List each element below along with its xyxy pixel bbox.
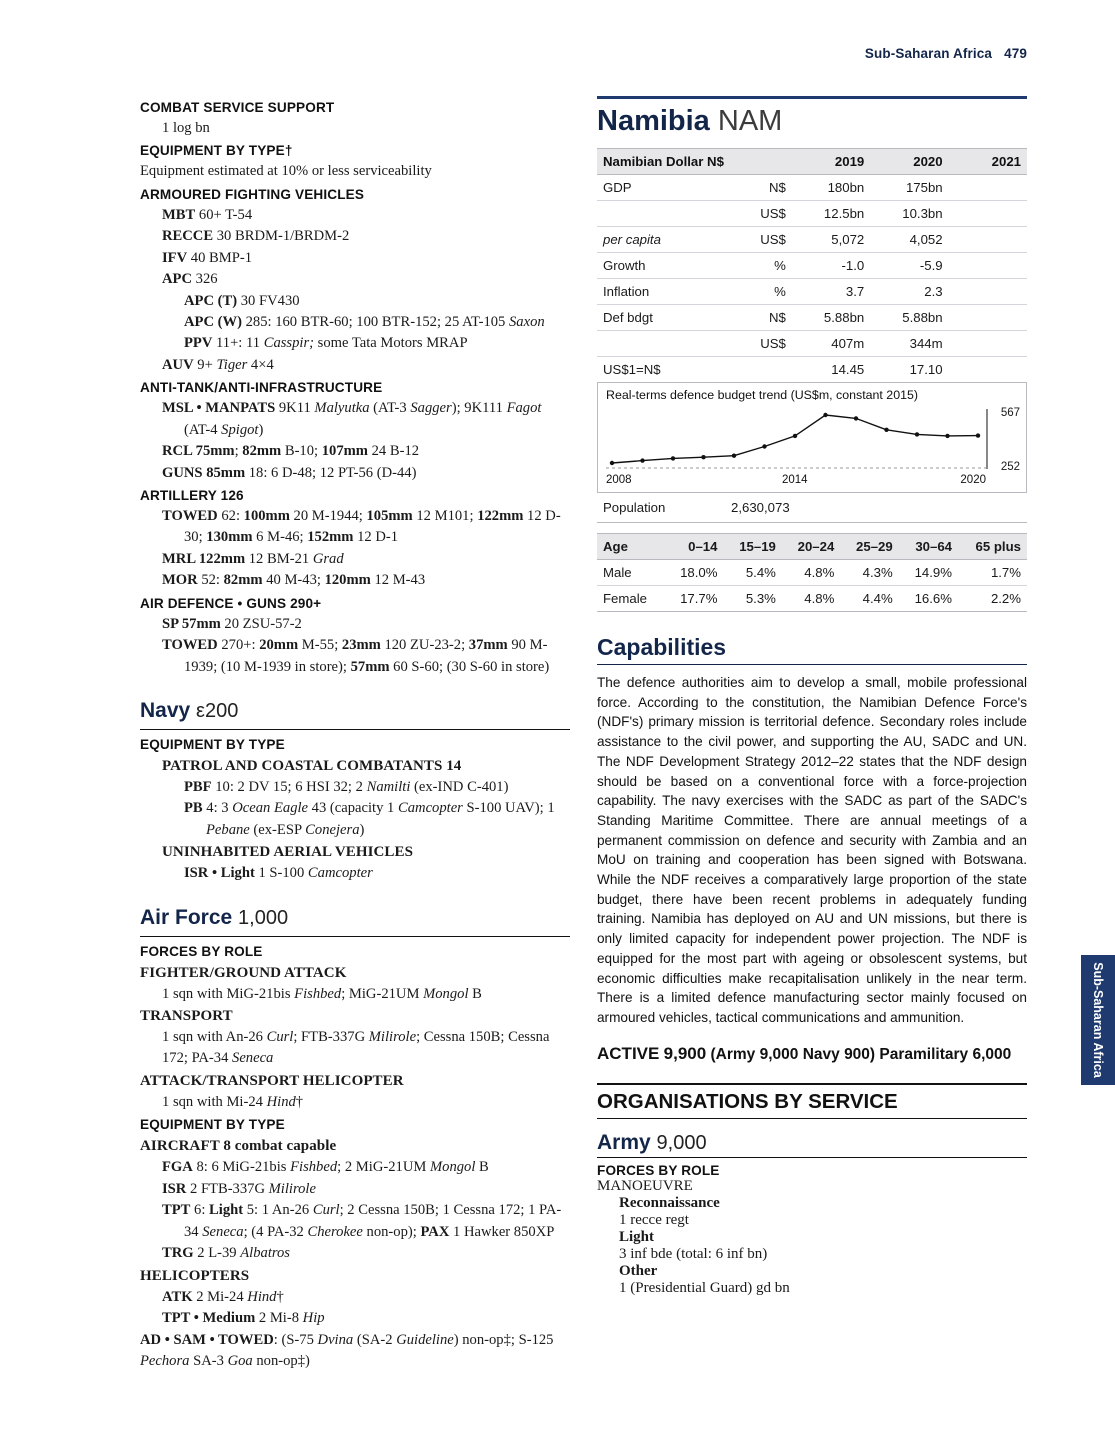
capabilities-heading: Capabilities — [597, 634, 727, 660]
section-navy — [140, 696, 570, 727]
active-value: 9,900 — [663, 1043, 707, 1063]
econ-label: Def bdgt — [597, 305, 726, 331]
navy-strength: ε200 — [196, 700, 239, 722]
air-defence-item: TOWED 270+: 20mm M-55; 23mm 120 ZU-23-2; 37mm 90 M-1939; (10 M-1939 in store); 57mm 60 S-60; (30 S-60 in store) — [162, 637, 550, 675]
capabilities-rule — [597, 664, 1027, 665]
econ-2021 — [949, 175, 1027, 201]
at-item: GUNS 85mm 18: 6 D-48; 12 PT-56 (D-44) — [162, 464, 417, 481]
active-strength — [597, 1042, 1027, 1066]
section-air-force — [140, 903, 570, 934]
army-group-line: 3 inf bde (total: 6 inf bn) — [619, 1246, 768, 1263]
army-group-head: Other — [619, 1263, 658, 1280]
country-title — [597, 105, 1027, 138]
table-row — [597, 175, 1027, 201]
at-item: MSL • MANPATS 9K11 Malyutka (AT-3 Sagger); 9K111 Fagot (AT-4 Spigot) — [162, 400, 542, 438]
econ-2020: 17.10 — [870, 357, 948, 383]
econ-label — [597, 201, 726, 227]
econ-2020: 5.88bn — [870, 305, 948, 331]
table-header-row — [597, 149, 1027, 175]
economics-body — [597, 175, 1027, 383]
econ-label: Inflation — [597, 279, 726, 305]
apc-sub-item: APC (T) 30 FV430 — [184, 292, 300, 309]
auv-item: AUV 9+ Tiger 4×4 — [162, 356, 274, 373]
table-row — [597, 305, 1027, 331]
afv-item: MBT 60+ T-54 — [162, 206, 253, 223]
chart-ymin-label: 252 — [1000, 461, 1020, 473]
age-header-6: 65 plus — [958, 534, 1027, 560]
age-cell: 18.0% — [664, 560, 723, 586]
age-cell: 4.4% — [840, 586, 898, 612]
navy-title: Navy — [140, 699, 191, 722]
heading-equipment-by-type: EQUIPMENT BY TYPE† — [140, 143, 293, 159]
af-role-head: ATTACK/TRANSPORT HELICOPTER — [140, 1072, 404, 1089]
econ-2021 — [949, 227, 1027, 253]
age-row-label: Male — [597, 560, 664, 586]
econ-2021 — [949, 279, 1027, 305]
chart-title: Real-terms defence budget trend (US$m, constant 2015) — [606, 388, 918, 402]
age-header-3: 20–24 — [782, 534, 840, 560]
chart-plot — [606, 409, 988, 469]
navy-item: UNINHABITED AERIAL VEHICLES — [162, 844, 413, 861]
econ-2020: 175bn — [870, 175, 948, 201]
air-force-title: Air Force — [140, 905, 233, 929]
econ-2019: 5.88bn — [792, 305, 870, 331]
air-force-strength: 1,000 — [238, 906, 289, 929]
left-column — [140, 96, 570, 1372]
econ-unit: US$ — [726, 331, 792, 357]
active-label: ACTIVE — [597, 1043, 660, 1063]
table-row — [597, 357, 1027, 383]
heading-combat-service-support: COMBAT SERVICE SUPPORT — [140, 100, 335, 115]
right-column — [597, 96, 1027, 1297]
air-force-rule — [140, 936, 570, 937]
country-top-rule — [597, 96, 1027, 99]
defence-budget-chart — [597, 383, 1027, 493]
chart-y-axis — [986, 407, 1020, 473]
heading-artillery: ARTILLERY 126 — [140, 488, 244, 503]
army-group-line: 1 recce regt — [619, 1212, 689, 1229]
navy-item: PBF 10: 2 DV 15; 6 HSI 32; 2 Namilti (ex-IND C-401) — [184, 778, 509, 795]
af-aircraft-item: FGA 8: 6 MiG-21bis Fishbed; 2 MiG-21UM Mongol B — [162, 1159, 489, 1176]
table-header-row — [597, 534, 1027, 560]
paramilitary-label: Paramilitary — [879, 1045, 969, 1063]
econ-unit: US$ — [726, 201, 792, 227]
heading-armoured-fighting-vehicles: ARMOURED FIGHTING VEHICLES — [140, 186, 365, 202]
chart-x-axis — [606, 474, 986, 488]
econ-2020: 344m — [870, 331, 948, 357]
econ-label — [597, 331, 726, 357]
af-aircraft-head: AIRCRAFT 8 combat capable — [140, 1138, 337, 1155]
artillery-item: MRL 122mm 12 BM-21 Grad — [162, 550, 344, 567]
air-defence-item: SP 57mm 20 ZSU-57-2 — [162, 615, 302, 632]
economics-table — [597, 148, 1027, 383]
table-row — [597, 279, 1027, 305]
af-air-defence: AD • SAM • TOWED: (S-75 Dvina (SA-2 Guideline) non-op‡; S-125 Pechora SA-3 Goa non-op‡) — [140, 1331, 554, 1369]
page-number: 479 — [1004, 46, 1027, 61]
chart-svg — [606, 409, 988, 469]
age-header-2: 15–19 — [723, 534, 781, 560]
chart-xtick-mid: 2014 — [782, 474, 808, 486]
af-helicopters-head: HELICOPTERS — [140, 1267, 250, 1284]
econ-2021 — [949, 331, 1027, 357]
age-header-0: Age — [597, 534, 664, 560]
table-row — [597, 331, 1027, 357]
econ-header-currency: Namibian Dollar N$ — [597, 149, 792, 175]
chart-xtick-end: 2020 — [960, 474, 986, 486]
af-role-line: 1 sqn with MiG-21bis Fishbed; MiG-21UM Mongol B — [162, 985, 482, 1002]
econ-label: US$1=N$ — [597, 357, 726, 383]
econ-unit: US$ — [726, 227, 792, 253]
af-heli-item: ATK 2 Mi-24 Hind† — [162, 1288, 284, 1305]
econ-2020: 2.3 — [870, 279, 948, 305]
econ-2019: 180bn — [792, 175, 870, 201]
heading-af-equipment: EQUIPMENT BY TYPE — [140, 1117, 285, 1133]
orgs-heading: ORGANISATIONS BY SERVICE — [597, 1090, 898, 1114]
population-row — [597, 493, 1027, 523]
navy-item: ISR • Light 1 S-100 Camcopter — [184, 865, 373, 882]
chart-xtick-start: 2008 — [606, 474, 632, 486]
age-cell: 1.7% — [958, 560, 1027, 586]
econ-unit: N$ — [726, 305, 792, 331]
section-edge-tab — [1081, 955, 1115, 1085]
econ-unit — [726, 357, 792, 383]
econ-2020: 10.3bn — [870, 201, 948, 227]
capabilities-text: The defence authorities aim to develop a small, mobile professional force. According to the constitution, the Namibian Defence Force's (NDF's) primary mission is territorial defence. Secondary roles include assistance to the civil power, and supporting the AU, SADC and UN. The NDF Development Strategy 2012–22 states that the NDF design should be based on a conventional force with a force-projection capability. The navy exercises with the SADC as part of the SADC's Standing Maritime Committee. There are annual meetings of a permanent commission on defence and security with Zambia and an MoU on training and cooperation has been signed with Botswana. While the NDF receives a comparatively large proportion of the state budget, there have been recent problems in adequately funding training. Namibia has deployed on AU and UN missions, but there is only limited capacity for independent power projection. The NDF is equipped for the most part with ageing or obsolescent systems, but economic difficulties make recapitalisation unlikely in the near term. There is a limited defence manufacturing sector mainly focused on armoured vehicles, tactical communications and ammunition. — [597, 675, 1027, 1025]
econ-header-2019: 2019 — [792, 149, 870, 175]
army-group-head: Reconnaissance — [619, 1195, 720, 1212]
section-army — [597, 1131, 1027, 1155]
army-group-line: 1 (Presidential Guard) gd bn — [619, 1280, 790, 1297]
econ-unit: % — [726, 253, 792, 279]
age-cell: 5.4% — [723, 560, 781, 586]
artillery-item: MOR 52: 82mm 40 M-43; 120mm 12 M-43 — [162, 572, 426, 589]
heading-army-forces-by-role: FORCES BY ROLE — [597, 1163, 720, 1179]
af-role-head: TRANSPORT — [140, 1007, 233, 1024]
apc-sub-item: PPV 11+: 11 Casspir; some Tata Motors MRAP — [184, 335, 468, 352]
age-cell: 2.2% — [958, 586, 1027, 612]
css-line: 1 log bn — [162, 119, 210, 136]
paramilitary-value: 6,000 — [972, 1045, 1012, 1063]
af-heli-item: TPT • Medium 2 Mi-8 Hip — [162, 1310, 325, 1327]
econ-label: GDP — [597, 175, 726, 201]
table-row — [597, 586, 1027, 612]
af-aircraft-item: TPT 6: Light 5: 1 An-26 Curl; 2 Cessna 150B; 1 Cessna 172; 1 PA-34 Seneca; (4 PA-32 Cherokee non-op); PAX 1 Hawker 850XP — [162, 1202, 562, 1240]
age-header-4: 25–29 — [840, 534, 898, 560]
population-value: 2,630,073 — [731, 500, 790, 515]
orgs-top-rule — [597, 1083, 1027, 1085]
econ-2020: -5.9 — [870, 253, 948, 279]
age-cell: 5.3% — [723, 586, 781, 612]
age-row-label: Female — [597, 586, 664, 612]
econ-header-2020: 2020 — [870, 149, 948, 175]
active-detail: (Army 9,000 Navy 900) — [710, 1045, 876, 1063]
chart-ymax-label: 567 — [1000, 407, 1020, 419]
af-role-head: FIGHTER/GROUND ATTACK — [140, 964, 347, 981]
econ-2019: -1.0 — [792, 253, 870, 279]
country-abbr: NAM — [717, 105, 783, 137]
econ-2021 — [949, 305, 1027, 331]
econ-unit: % — [726, 279, 792, 305]
econ-2021 — [949, 357, 1027, 383]
age-header-5: 30–64 — [899, 534, 958, 560]
age-table — [597, 533, 1027, 612]
table-row — [597, 227, 1027, 253]
population-label: Population — [603, 500, 666, 515]
army-group-head: Light — [619, 1229, 655, 1246]
heading-af-forces-by-role: FORCES BY ROLE — [140, 943, 263, 959]
heading-anti-tank: ANTI-TANK/ANTI-INFRASTRUCTURE — [140, 380, 383, 396]
army-manoeuvre-head: MANOEUVRE — [597, 1178, 693, 1195]
econ-label: per capita — [597, 227, 726, 253]
age-header-1: 0–14 — [664, 534, 723, 560]
afv-item: IFV 40 BMP-1 — [162, 249, 253, 266]
navy-rule — [140, 729, 570, 730]
afv-item: RECCE 30 BRDM-1/BRDM-2 — [162, 228, 350, 245]
econ-2021 — [949, 253, 1027, 279]
econ-2020: 4,052 — [870, 227, 948, 253]
econ-2019: 407m — [792, 331, 870, 357]
age-cell: 4.8% — [782, 560, 840, 586]
at-item: RCL 75mm; 82mm B-10; 107mm 24 B-12 — [162, 443, 420, 460]
afv-item: APC 326 — [162, 271, 218, 288]
af-role-line: 1 sqn with An-26 Curl; FTB-337G Milirole; Cessna 150B; Cessna 172; PA-34 Seneca — [162, 1029, 550, 1067]
running-head — [865, 46, 1027, 61]
navy-item: PATROL AND COASTAL COMBATANTS 14 — [162, 757, 462, 774]
econ-label: Growth — [597, 253, 726, 279]
apc-sub-item: APC (W) 285: 160 BTR-60; 100 BTR-152; 25 AT-105 Saxon — [184, 313, 545, 330]
artillery-item: TOWED 62: 100mm 20 M-1944; 105mm 12 M101; 122mm 12 D-30; 130mm 6 M-46; 152mm 12 D-1 — [162, 507, 561, 546]
af-aircraft-item: TRG 2 L-39 Albatros — [162, 1245, 290, 1262]
heading-navy-equipment: EQUIPMENT BY TYPE — [140, 736, 285, 752]
country-name: Namibia — [597, 105, 710, 137]
age-cell: 4.3% — [840, 560, 898, 586]
table-row — [597, 253, 1027, 279]
heading-air-defence: AIR DEFENCE • GUNS 290+ — [140, 595, 322, 611]
age-cell: 14.9% — [899, 560, 958, 586]
econ-2021 — [949, 201, 1027, 227]
army-strength: 9,000 — [656, 1132, 707, 1155]
equipment-note: Equipment estimated at 10% or less serviceability — [140, 163, 432, 180]
econ-2019: 3.7 — [792, 279, 870, 305]
af-role-line: 1 sqn with Mi-24 Hind† — [162, 1093, 304, 1110]
econ-unit: N$ — [726, 175, 792, 201]
navy-item: PB 4: 3 Ocean Eagle 43 (capacity 1 Camcopter S-100 UAV); 1 Pebane (ex-ESP Conejera) — [184, 800, 555, 838]
age-cell: 17.7% — [664, 586, 723, 612]
af-aircraft-item: ISR 2 FTB-337G Milirole — [162, 1180, 316, 1197]
age-cell: 4.8% — [782, 586, 840, 612]
running-head-title: Sub-Saharan Africa — [864, 46, 993, 61]
econ-2019: 5,072 — [792, 227, 870, 253]
econ-header-2021: 2021 — [949, 149, 1027, 175]
edge-tab-label: Sub-Saharan Africa — [1091, 962, 1106, 1078]
table-row — [597, 201, 1027, 227]
army-title: Army — [597, 1131, 651, 1155]
army-rule — [597, 1157, 1027, 1158]
orgs-bottom-rule — [597, 1118, 1027, 1119]
econ-2019: 14.45 — [792, 357, 870, 383]
table-row — [597, 560, 1027, 586]
econ-2019: 12.5bn — [792, 201, 870, 227]
age-cell: 16.6% — [899, 586, 958, 612]
